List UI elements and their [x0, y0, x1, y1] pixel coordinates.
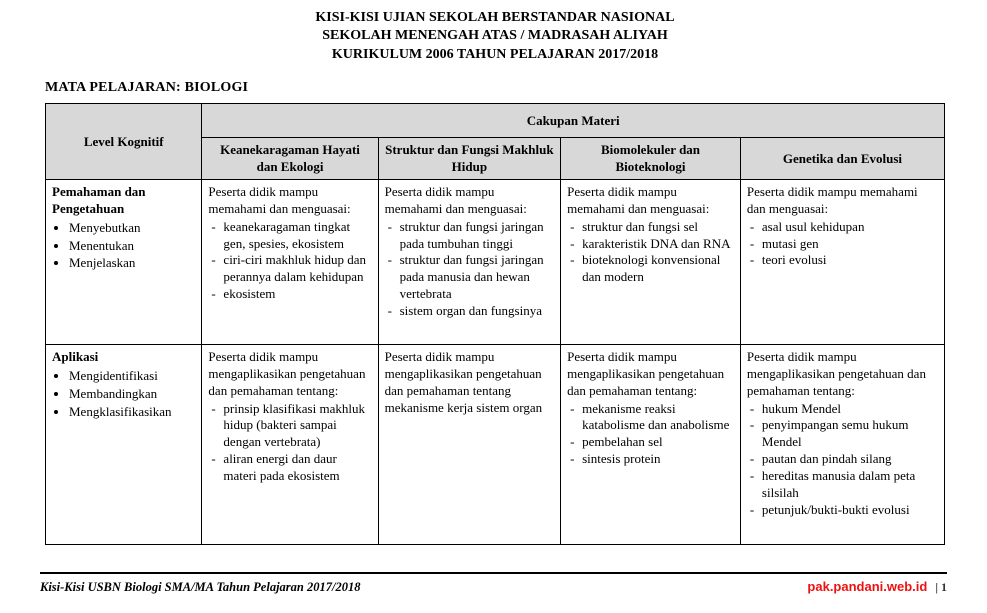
materi-cell [561, 344, 741, 544]
table-row-pemahaman [46, 179, 945, 344]
list-item: - struktur dan fungsi jaringan pada tumbuhan tinggi [385, 219, 554, 253]
list-item: - petunjuk/bukti-bukti evolusi [747, 502, 938, 519]
cell-items-list [567, 401, 734, 469]
list-item: - penyimpangan semu hukum Mendel [747, 417, 938, 451]
list-item: - mekanisme reaksi katabolisme dan anabolisme [567, 401, 734, 435]
list-item: - prinsip klasifikasi makhluk hidup (bakteri sampai dengan vertebrata) [208, 401, 371, 452]
list-item: - pembelahan sel [567, 434, 734, 451]
footer-document-title: Kisi-Kisi USBN Biologi SMA/MA Tahun Pelajaran 2017/2018 [40, 580, 361, 594]
cell-items-list [567, 219, 734, 287]
document-title [45, 9, 945, 64]
list-item: - hereditas manusia dalam peta silsilah [747, 468, 938, 502]
list-item: - mutasi gen [747, 236, 938, 253]
cell-items-list [385, 219, 554, 320]
materi-cell [740, 344, 944, 544]
list-item: • Menentukan [69, 238, 195, 255]
list-item: - aliran energi dan daur materi pada ekosistem [208, 451, 371, 485]
list-item: - teori evolusi [747, 252, 938, 269]
cell-intro: Peserta didik mampu mengaplikasikan pengetahuan dan pemahaman tentang mekanisme kerja sistem organ [384, 348, 543, 415]
cell-items-list [747, 401, 938, 519]
header-level-kognitif: Level Kognitif [46, 104, 202, 180]
materi-cell [202, 179, 378, 344]
list-item: - pautan dan pindah silang [747, 451, 938, 468]
cell-intro: Peserta didik mampu memahami dan menguasai: [208, 183, 351, 216]
materi-cell [561, 179, 741, 344]
cell-intro: Peserta didik mampu memahami dan menguasai: [746, 183, 918, 216]
cell-items-list [208, 219, 371, 303]
column-header-biomolekuler: Biomolekuler dan Bioteknologi [561, 138, 741, 180]
title-line-2: SEKOLAH MENENGAH ATAS / MADRASAH ALIYAH [322, 28, 668, 44]
cell-intro: Peserta didik mampu memahami dan menguasai: [567, 183, 710, 216]
column-header-struktur-fungsi: Struktur dan Fungsi Makhluk Hidup [378, 138, 560, 180]
list-item: - keanekaragaman tingkat gen, spesies, ekosistem [208, 219, 371, 253]
list-item: - sistem organ dan fungsinya [385, 303, 554, 320]
materi-cell [202, 344, 378, 544]
table-row-aplikasi [46, 344, 945, 544]
level-items-list [52, 368, 195, 421]
level-cell-pemahaman [46, 179, 202, 344]
title-line-1: KISI-KISI UJIAN SEKOLAH BERSTANDAR NASIONAL [315, 10, 675, 25]
cell-items-list [747, 219, 938, 270]
footer-page-number: | 1 [935, 580, 947, 594]
footer-site-link: pak.pandani.web.id [807, 579, 928, 594]
list-item: - struktur dan fungsi sel [567, 219, 734, 236]
list-item: - bioteknologi konvensional dan modern [567, 252, 734, 286]
level-cell-aplikasi [46, 344, 202, 544]
list-item: - struktur dan fungsi jaringan pada manusia dan hewan vertebrata [385, 252, 554, 303]
materi-cell [378, 179, 560, 344]
list-item: - karakteristik DNA dan RNA [567, 236, 734, 253]
list-item: • Mengklasifikasikan [69, 404, 195, 421]
list-item: - asal usul kehidupan [747, 219, 938, 236]
materi-cell [740, 179, 944, 344]
list-item: • Mengidentifikasi [69, 368, 195, 385]
cell-intro: Peserta didik mampu mengaplikasikan pengetahuan dan pemahaman tentang: [746, 348, 926, 398]
list-item: • Membandingkan [69, 386, 195, 403]
header-cakupan-materi: Cakupan Materi [202, 104, 945, 138]
level-title: Pemahaman dan Pengetahuan [52, 183, 146, 216]
materi-cell [378, 344, 560, 544]
cell-intro: Peserta didik mampu memahami dan menguasai: [384, 183, 527, 216]
group-header-row [46, 104, 945, 138]
list-item: - sintesis protein [567, 451, 734, 468]
list-item: • Menyebutkan [69, 220, 195, 237]
footer-right [807, 579, 947, 595]
column-header-genetika: Genetika dan Evolusi [740, 138, 944, 180]
list-item: • Menjelaskan [69, 255, 195, 272]
cell-intro: Peserta didik mampu mengaplikasikan pengetahuan dan pemahaman tentang: [567, 348, 725, 398]
title-line-3: KURIKULUM 2006 TAHUN PELAJARAN 2017/2018 [331, 46, 659, 62]
level-title: Aplikasi [52, 348, 99, 364]
cell-intro: Peserta didik mampu mengaplikasikan pengetahuan dan pemahaman tentang: [208, 348, 366, 398]
level-items-list [52, 220, 195, 273]
column-header-keanekaragaman: Keanekaragaman Hayati dan Ekologi [202, 138, 378, 180]
subject-label: MATA PELAJARAN: BIOLOGI [45, 80, 249, 96]
kisi-kisi-table [45, 103, 945, 545]
list-item: - hukum Mendel [747, 401, 938, 418]
page-footer [40, 572, 947, 595]
cell-items-list [208, 401, 371, 485]
list-item: - ekosistem [208, 286, 371, 303]
list-item: - ciri-ciri makhluk hidup dan perannya dalam kehidupan [208, 252, 371, 286]
